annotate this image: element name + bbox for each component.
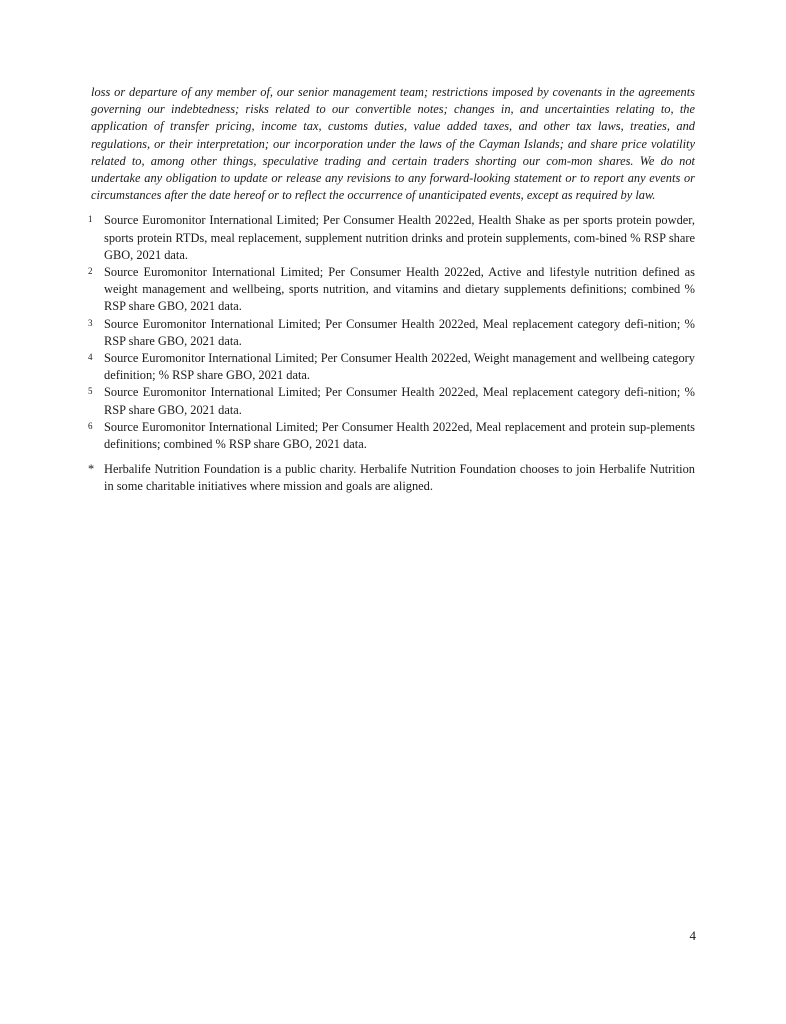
foundation-note	[88, 461, 695, 495]
foundation-note-text: Herbalife Nutrition Foundation is a public charity. Herbalife Nutrition Foundation chooses to join Herbalife Nutrition in some charitable initiatives where mission and goals are aligned.	[104, 462, 695, 494]
footnote-marker: 4	[88, 352, 93, 363]
page-number: 4	[689, 928, 696, 943]
footnote-text: Source Euromonitor International Limited; Per Consumer Health 2022ed, Meal replacement category defi-nition; % RSP share GBO, 2021 data.	[104, 385, 695, 417]
footnote-marker: 6	[88, 420, 93, 431]
footnote-text: Source Euromonitor International Limited; Per Consumer Health 2022ed, Health Shake as per sports protein powder, sports protein RTDs, meal replacement, supplement nutrition drinks and protein supplements, com-bined % RSP share GBO, 2021 data.	[104, 213, 695, 262]
footnote-6	[88, 419, 695, 453]
footnote-3	[88, 316, 695, 350]
footnote-text: Source Euromonitor International Limited; Per Consumer Health 2022ed, Weight management and wellbeing category definition; % RSP share GBO, 2021 data.	[104, 351, 695, 383]
footnote-marker: 1	[88, 214, 93, 225]
footnote-marker: 3	[88, 317, 93, 328]
forward-looking-disclaimer: loss or departure of any member of, our senior management team; restrictions imposed by covenants in the agreements governing our indebtedness; risks related to our convertible notes; changes in, and uncertainties relating to, the application of transfer pricing, income tax, customs duties, value added taxes, and other tax laws, treaties, and regulations, or their interpretation; our incorporation under the laws of the Cayman Islands; and share price volatility related to, among other things, speculative trading and certain traders shorting our com-mon shares. We do not undertake any obligation to update or release any revisions to any forward-looking statement or to report any events or circumstances after the date hereof or to reflect the occurrence of unanticipated events, except as required by law.	[91, 85, 695, 203]
footnote-1	[88, 212, 695, 264]
footnote-2	[88, 264, 695, 316]
asterisk-marker: *	[88, 462, 95, 477]
page-content	[88, 84, 695, 496]
footnote-marker: 2	[88, 266, 93, 277]
footnote-text: Source Euromonitor International Limited; Per Consumer Health 2022ed, Meal replacement category defi-nition; % RSP share GBO, 2021 data.	[104, 316, 695, 348]
footnote-text: Source Euromonitor International Limited; Per Consumer Health 2022ed, Active and lifestyle nutrition defined as weight management and wellbeing, sports nutrition, and vitamins and dietary supplements definitions; combined % RSP share GBO, 2021 data.	[104, 265, 695, 314]
footnote-4	[88, 350, 695, 384]
footnote-marker: 5	[88, 386, 93, 397]
footnote-text: Source Euromonitor International Limited; Per Consumer Health 2022ed, Meal replacement and protein sup-plements definitions; combined % RSP share GBO, 2021 data.	[104, 419, 695, 452]
footnote-list	[88, 212, 695, 453]
footnote-5	[88, 384, 695, 418]
